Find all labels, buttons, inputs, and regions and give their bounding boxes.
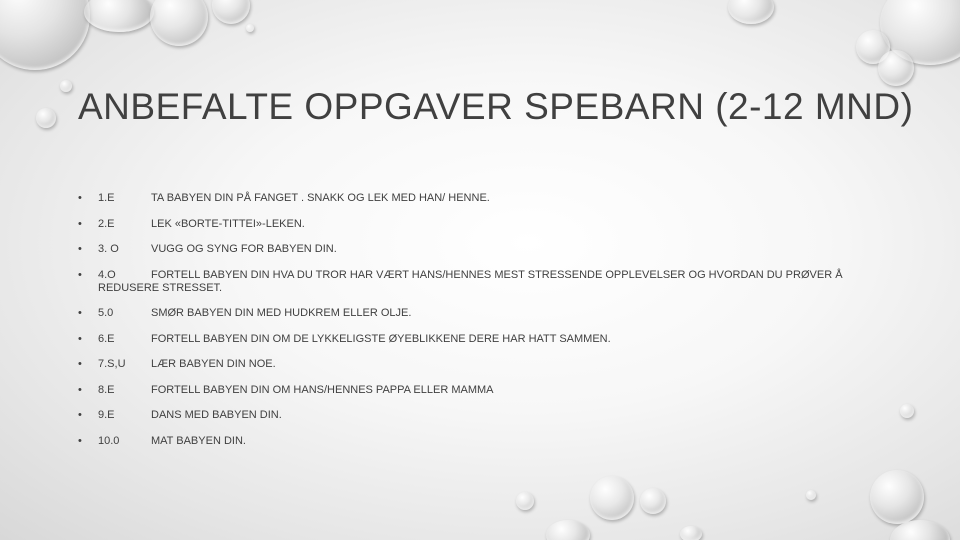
droplet-icon — [728, 0, 774, 24]
item-code: 8.E — [98, 383, 115, 396]
bullet: • — [78, 217, 82, 230]
droplet-icon — [246, 24, 254, 32]
list-item — [78, 435, 878, 448]
item-code: 4.O — [98, 268, 116, 281]
bullet: • — [78, 383, 82, 396]
item-text: VUGG OG SYNG FOR BABYEN DIN. — [151, 243, 337, 255]
droplet-icon — [0, 0, 90, 70]
item-code: 7.S,U — [98, 358, 126, 370]
list-item — [78, 243, 878, 256]
droplet-icon — [150, 0, 208, 46]
droplet-icon — [900, 404, 914, 418]
slide-title: ANBEFALTE OPPGAVER SPEBARN (2-12 MND) — [78, 86, 914, 127]
item-text: LÆR BABYEN DIN NOE. — [151, 358, 276, 370]
list-item — [78, 384, 878, 397]
droplet-icon — [84, 0, 154, 32]
droplet-icon — [546, 520, 590, 540]
droplet-icon — [60, 80, 72, 92]
item-code: 6.E — [98, 332, 115, 345]
bullet: • — [78, 307, 82, 319]
list-item — [78, 307, 878, 320]
item-text: MAT BABYEN DIN. — [151, 434, 246, 447]
item-code: 1.E — [98, 192, 115, 204]
bullet: • — [78, 243, 82, 255]
item-code: 3. O — [98, 243, 119, 255]
list-item — [78, 269, 878, 295]
item-code: 9.E — [98, 409, 115, 421]
droplet-icon — [870, 470, 924, 524]
droplet-icon — [680, 526, 702, 540]
item-text: FORTELL BABYEN DIN HVA DU TROR HAR VÆRT HANS/HENNES MEST STRESSENDE OPPLEVELSER OG HVORDAN DU PRØVER Å REDUSERE STRESSET. — [98, 268, 843, 294]
item-text: DANS MED BABYEN DIN. — [151, 409, 282, 421]
list-item — [78, 409, 878, 422]
bullet: • — [78, 434, 82, 447]
list-item — [78, 192, 878, 205]
bullet: • — [78, 358, 82, 370]
item-code: 5.0 — [98, 307, 114, 319]
droplet-icon — [36, 108, 56, 128]
droplet-icon — [806, 490, 816, 500]
item-text: LEK «BORTE-TITTEI»-LEKEN. — [151, 217, 305, 230]
item-text: TA BABYEN DIN PÅ FANGET . SNAKK OG LEK MED HAN/ HENNE. — [151, 192, 490, 204]
item-text: FORTELL BABYEN DIN OM DE LYKKELIGSTE ØYEBLIKKENE DERE HAR HATT SAMMEN. — [151, 332, 611, 345]
bullet: • — [78, 332, 82, 345]
list-item — [78, 333, 878, 346]
droplet-icon — [590, 476, 634, 520]
list-item — [78, 218, 878, 231]
list-item — [78, 358, 878, 371]
item-code: 10.0 — [98, 434, 120, 447]
droplet-icon — [516, 492, 534, 510]
item-text: SMØR BABYEN DIN MED HUDKREM ELLER OLJE. — [151, 307, 412, 319]
droplet-icon — [212, 0, 250, 24]
droplet-icon — [878, 50, 914, 86]
bullet: • — [78, 192, 82, 204]
bullet: • — [78, 268, 82, 281]
task-list — [78, 192, 878, 460]
item-text: FORTELL BABYEN DIN OM HANS/HENNES PAPPA ELLER MAMMA — [151, 383, 494, 396]
bullet: • — [78, 409, 82, 421]
droplet-icon — [640, 488, 666, 514]
item-code: 2.E — [98, 217, 115, 230]
